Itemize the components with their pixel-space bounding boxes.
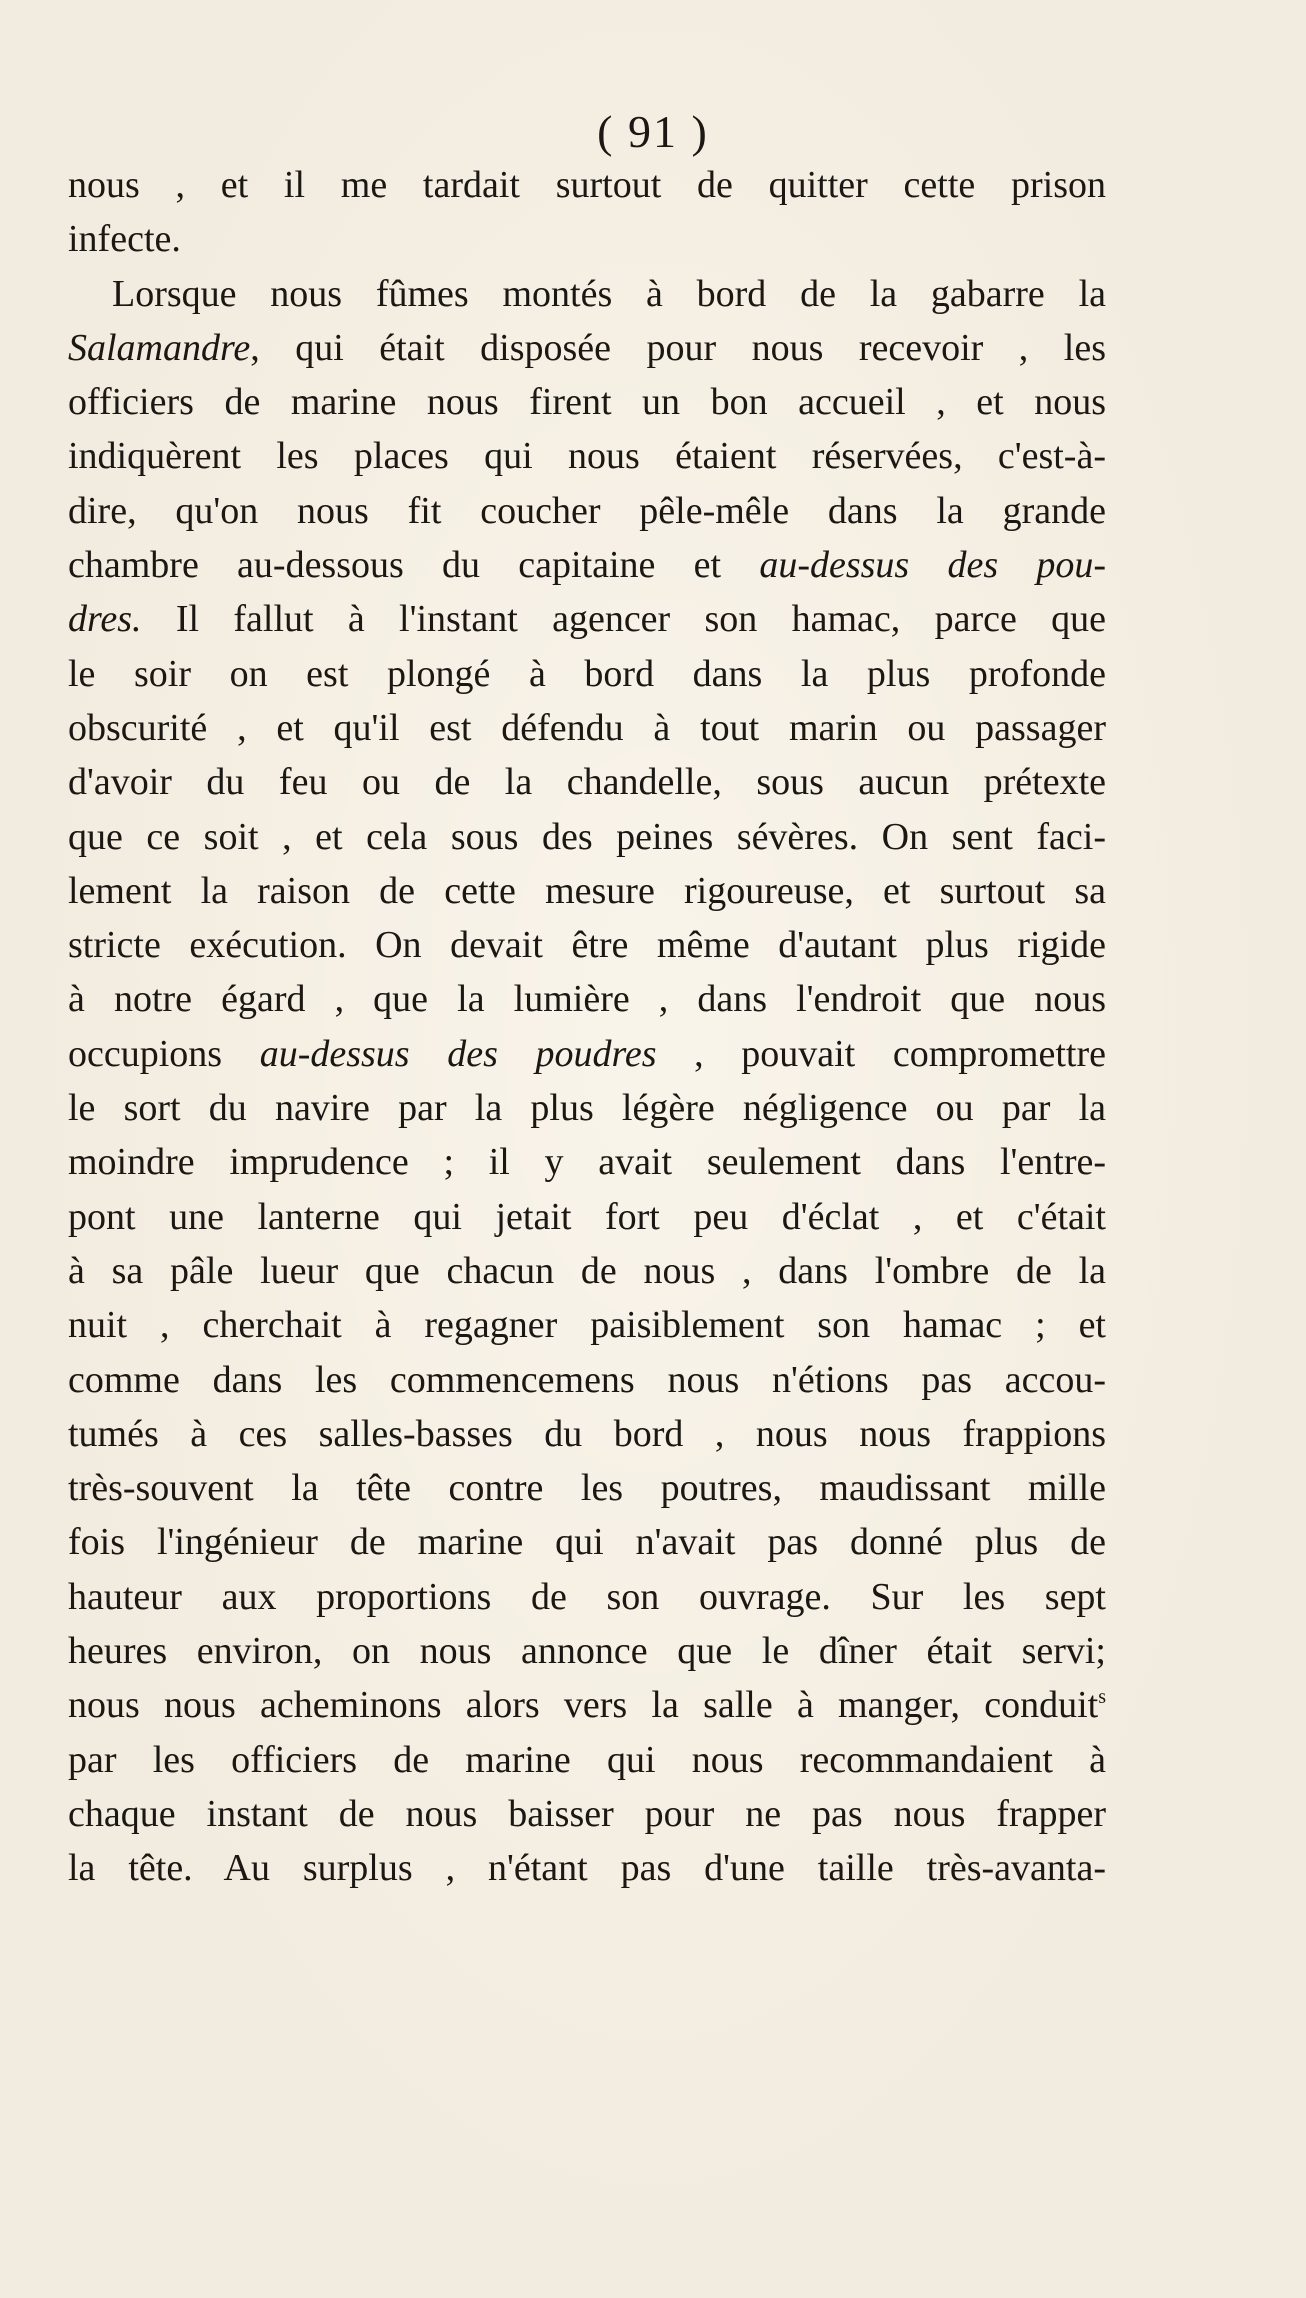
text-run: , pouvait compromettre	[656, 1032, 1106, 1075]
text-run: occupions	[68, 1032, 260, 1075]
italic-text: au-dessus des poudres	[259, 1032, 657, 1075]
text-run: le sort du navire par la plus légère négligence ou par la	[68, 1087, 1106, 1130]
text-line	[68, 1624, 1106, 1678]
text-run: infecte.	[68, 218, 181, 261]
text-line	[68, 972, 1106, 1026]
text-line	[68, 375, 1106, 429]
text-run: la tête. Au surplus , n'étant pas d'une taille très-avanta-	[68, 1847, 1106, 1890]
text-line	[68, 1190, 1106, 1244]
text-run: Il fallut à l'instant agencer son hamac, parce que	[141, 598, 1106, 641]
text-run: heures environ, on nous annonce que le dîner était servi;	[68, 1630, 1106, 1673]
superscript-text: s	[1098, 1686, 1106, 1709]
page-number: ( 91 )	[597, 106, 709, 157]
text-line	[68, 810, 1106, 864]
text-line	[68, 1515, 1106, 1569]
text-run: le soir on est plongé à bord dans la plus profonde	[68, 652, 1106, 695]
text-line	[68, 1570, 1106, 1624]
text-run: indiquèrent les places qui nous étaient réservées, c'est-à-	[68, 435, 1106, 478]
text-line	[68, 1733, 1106, 1787]
text-run: par les officiers de marine qui nous recommandaient à	[68, 1738, 1106, 1781]
text-run: chaque instant de nous baisser pour ne pas nous frapper	[68, 1792, 1106, 1835]
text-line	[68, 429, 1106, 483]
text-run: officiers de marine nous firent un bon accueil , et nous	[68, 381, 1106, 424]
text-run: à sa pâle lueur que chacun de nous , dans l'ombre de la	[68, 1249, 1106, 1292]
text-run: fois l'ingénieur de marine qui n'avait pas donné plus de	[68, 1521, 1106, 1564]
text-line	[68, 1787, 1106, 1841]
text-line	[68, 1841, 1106, 1895]
text-run: Lorsque nous fûmes montés à bord de la gabarre la	[112, 272, 1106, 315]
text-line	[68, 538, 1106, 592]
text-run: pont une lanterne qui jetait fort peu d'éclat , et c'était	[68, 1195, 1106, 1238]
text-run: très-souvent la tête contre les poutres, maudissant mille	[68, 1467, 1106, 1510]
text-line	[68, 212, 1106, 266]
text-line	[68, 1407, 1106, 1461]
italic-text: dres.	[68, 598, 142, 641]
text-run: nous nous acheminons alors vers la salle à manger, conduit	[68, 1684, 1099, 1727]
text-line	[68, 1353, 1106, 1407]
italic-text: Salamandre	[68, 326, 251, 369]
text-line	[68, 321, 1106, 375]
text-run: obscurité , et qu'il est défendu à tout marin ou passager	[68, 706, 1106, 749]
text-run: hauteur aux proportions de son ouvrage. Sur les sept	[68, 1575, 1106, 1618]
text-run: dire, qu'on nous fit coucher pêle-mêle dans la grande	[68, 489, 1106, 532]
text-line	[68, 1678, 1106, 1732]
text-line	[68, 701, 1106, 755]
body-text	[68, 158, 1106, 1896]
text-line	[68, 647, 1106, 701]
text-line	[68, 592, 1106, 646]
text-line	[68, 484, 1106, 538]
text-run: lement la raison de cette mesure rigoureuse, et surtout sa	[68, 869, 1106, 912]
text-line	[68, 1135, 1106, 1189]
text-line	[68, 1244, 1106, 1298]
text-run: moindre imprudence ; il y avait seulement dans l'entre-	[68, 1141, 1106, 1184]
text-line	[68, 1027, 1106, 1081]
text-run: que ce soit , et cela sous des peines sévères. On sent faci-	[68, 815, 1106, 858]
text-line	[68, 1461, 1106, 1515]
text-run: , qui était disposée pour nous recevoir , les	[250, 326, 1106, 369]
italic-text: au-dessus des pou-	[759, 544, 1106, 587]
text-line	[68, 1081, 1106, 1135]
text-run: nuit , cherchait à regagner paisiblement son hamac ; et	[68, 1304, 1106, 1347]
text-line	[68, 1298, 1106, 1352]
text-run: nous , et il me tardait surtout de quitter cette prison	[68, 164, 1106, 206]
text-line	[68, 755, 1106, 809]
text-line	[68, 267, 1106, 321]
text-line	[68, 864, 1106, 918]
text-run: à notre égard , que la lumière , dans l'endroit que nous	[68, 978, 1106, 1021]
text-run: tumés à ces salles-basses du bord , nous nous frappions	[68, 1412, 1106, 1455]
text-line	[68, 918, 1106, 972]
text-run: d'avoir du feu ou de la chandelle, sous aucun prétexte	[68, 761, 1106, 804]
text-run: chambre au-dessous du capitaine et	[68, 544, 760, 587]
text-line	[68, 158, 1106, 212]
text-run: stricte exécution. On devait être même d'autant plus rigide	[68, 924, 1106, 967]
text-run: comme dans les commencemens nous n'étions pas accou-	[68, 1358, 1106, 1401]
